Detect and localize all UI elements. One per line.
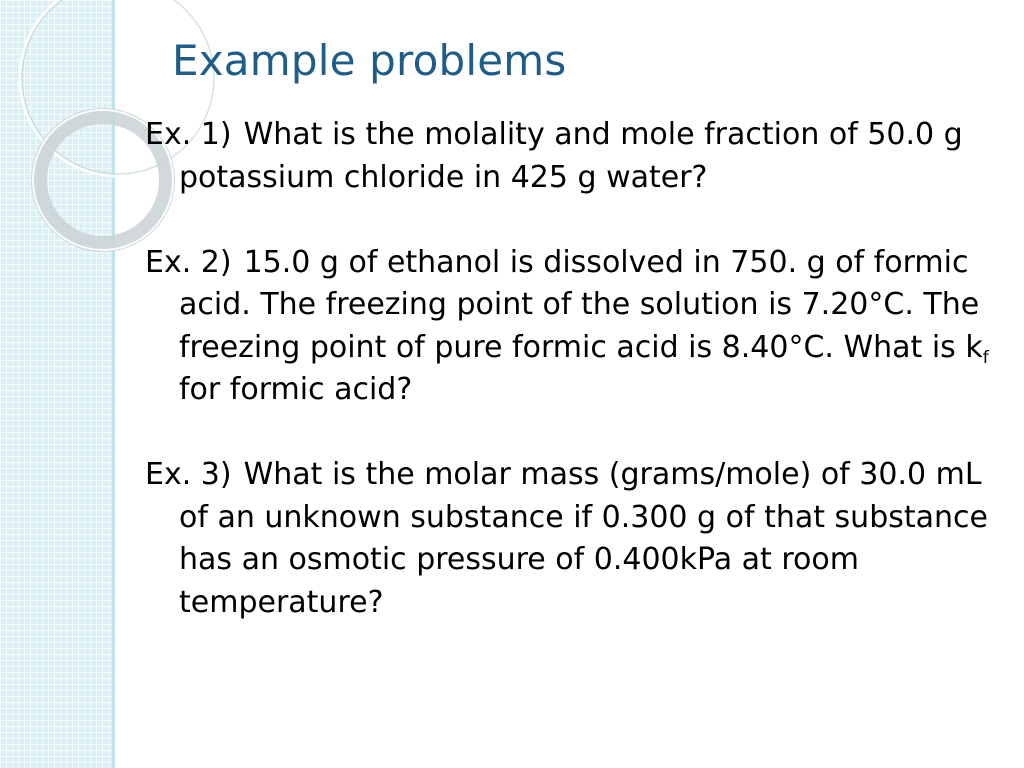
problem-2-subscript: f (982, 347, 989, 368)
problem-2-text-end: for formic acid? (179, 372, 413, 407)
slide-title: Example problems (172, 36, 567, 85)
problem-2-text: 15.0 g of ethanol is dissolved in 750. g of formic acid. The freezing point of the solution is 7.20°C. The freezing point of pure formic acid is 8.40°C. What is k (179, 244, 983, 365)
problem-2 (145, 242, 1017, 412)
problem-2-label: Ex. 2) (145, 244, 232, 280)
problem-3-label: Ex. 3) (145, 457, 232, 492)
problem-1 (145, 114, 1017, 199)
problem-1-label: Ex. 1) (145, 117, 232, 152)
problem-3-text: What is the molar mass (grams/mole) of 30.0 mL of an unknown substance if 0.300 g of that substance has an osmotic pressure of 0.400kPa at room temperature? (179, 457, 988, 620)
problem-1-text: What is the molality and mole fraction of 50.0 g potassium chloride in 425 g water? (179, 117, 963, 195)
problem-list (145, 114, 1017, 624)
problem-3 (145, 454, 1017, 624)
decorative-circles (0, 0, 160, 260)
